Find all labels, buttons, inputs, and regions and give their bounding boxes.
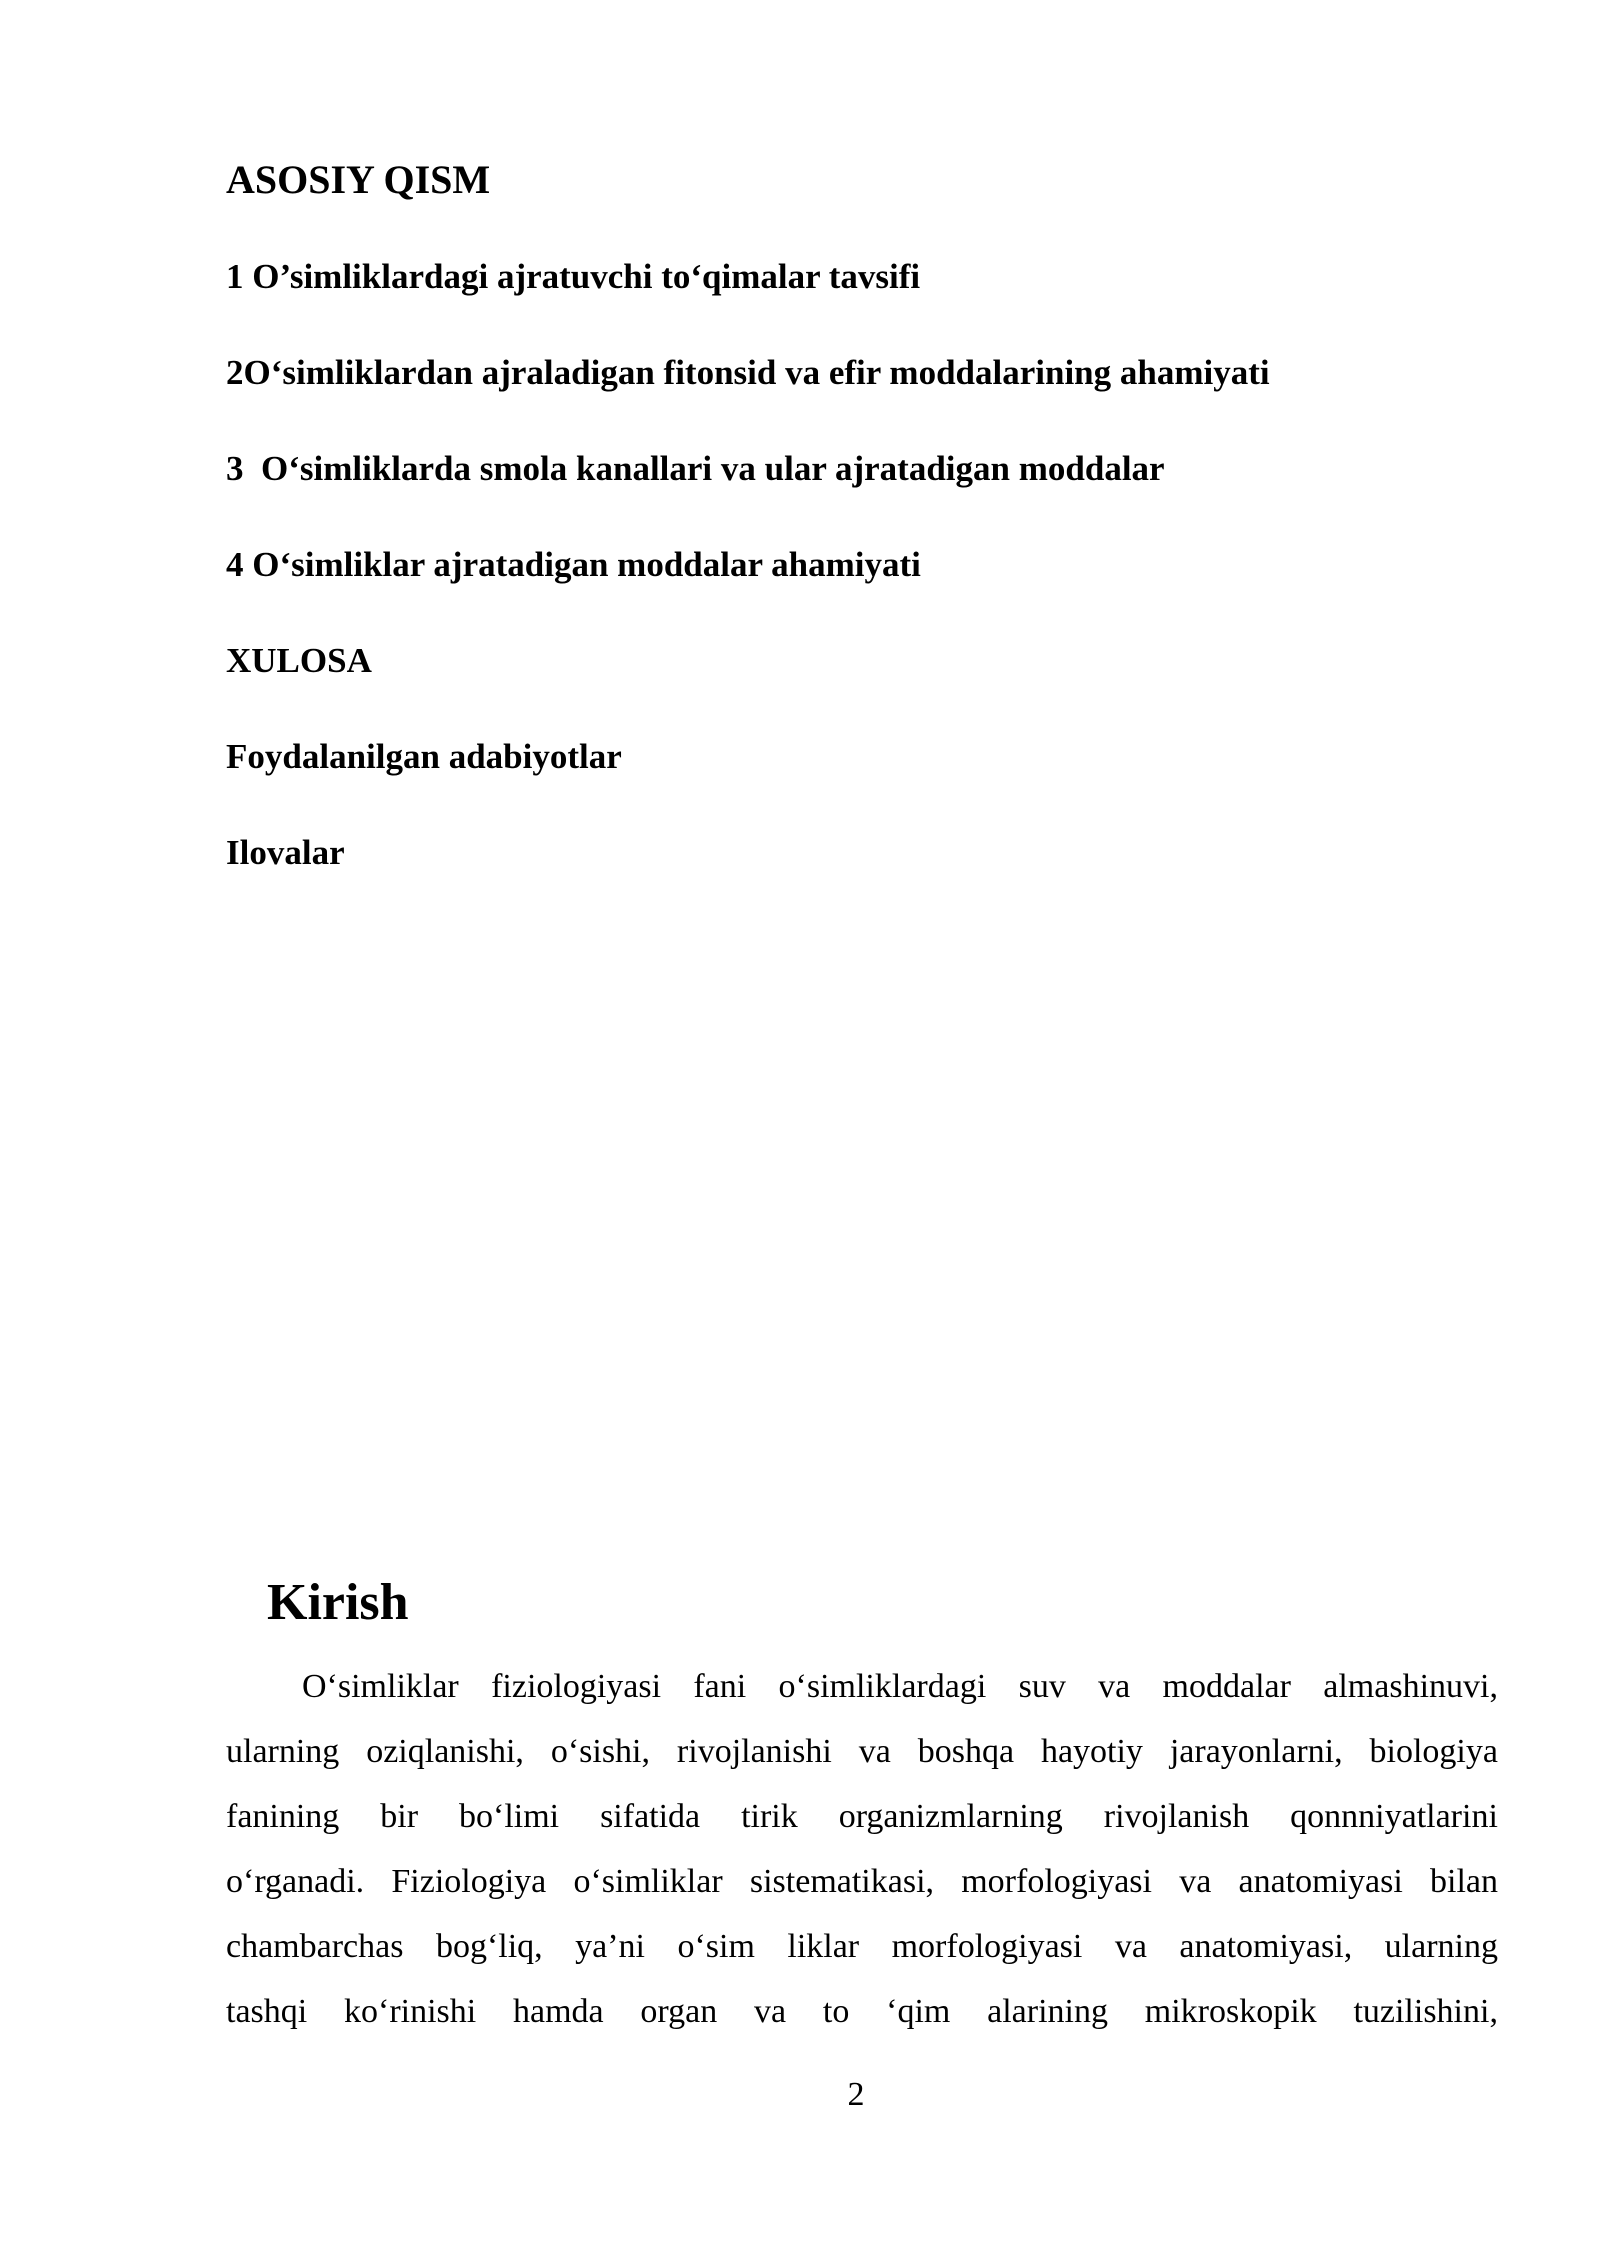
toc-item-4: 4 O‘simliklar ajratadigan moddalar ahamiyati xyxy=(226,545,921,584)
paragraph-line-text xyxy=(226,1719,1498,1784)
paragraph-line-text xyxy=(226,1979,1498,2044)
word: anatomiyasi, xyxy=(1179,1928,1353,1965)
toc-item-conclusion: XULOSA xyxy=(226,641,372,680)
word: fiziologiyasi xyxy=(491,1668,662,1705)
toc-item-2: 2O‘simliklardan ajraladigan fitonsid va efir moddalarining ahamiyati xyxy=(226,353,1270,392)
word: sistematikasi, xyxy=(749,1863,935,1900)
word: Fiziologiya xyxy=(391,1863,547,1900)
word: qonnniyatlarini xyxy=(1290,1798,1498,1835)
word: hamda xyxy=(513,1993,604,2030)
paragraph-line xyxy=(226,1914,1498,1979)
word: chambarchas xyxy=(226,1928,404,1965)
word: ko‘rinishi xyxy=(344,1993,477,2030)
section-title: Kirish xyxy=(267,1574,409,1631)
word: bilan xyxy=(1430,1863,1498,1900)
word: organizmlarning xyxy=(838,1798,1063,1835)
intro-paragraph xyxy=(226,1654,1498,2044)
word: bog‘liq, xyxy=(435,1928,543,1965)
word: ularning xyxy=(226,1733,340,1770)
paragraph-line xyxy=(226,1979,1498,2044)
paragraph-line-text xyxy=(226,1654,1498,1719)
word: fanining xyxy=(226,1798,340,1835)
paragraph-line xyxy=(226,1654,1498,1719)
word: va xyxy=(754,1993,787,2030)
word: to xyxy=(822,1993,850,2030)
word: va xyxy=(1179,1863,1212,1900)
word: morfologiyasi xyxy=(891,1928,1083,1965)
toc-item-1: 1 O’simliklardagi ajratuvchi to‘qimalar tavsifi xyxy=(226,257,921,296)
word: tashqi xyxy=(226,1993,308,2030)
word: o‘rganadi. xyxy=(226,1863,365,1900)
word: hayotiy xyxy=(1040,1733,1143,1770)
word: organ xyxy=(640,1993,718,2030)
word: o‘simliklar xyxy=(573,1863,723,1900)
word: tirik xyxy=(741,1798,798,1835)
toc-heading: ASOSIY QISM xyxy=(226,157,491,202)
paragraph-line-text xyxy=(226,1849,1498,1914)
word: bo‘limi xyxy=(459,1798,560,1835)
toc-item-3: 3 O‘simliklarda smola kanallari va ular ajratadigan moddalar xyxy=(226,449,1165,488)
word: o‘sishi, xyxy=(550,1733,651,1770)
word: boshqa xyxy=(917,1733,1015,1770)
paragraph-line xyxy=(226,1784,1498,1849)
paragraph-line xyxy=(226,1849,1498,1914)
word: va xyxy=(858,1733,891,1770)
word: va xyxy=(1114,1928,1147,1965)
word: jarayonlarni, xyxy=(1169,1733,1343,1770)
word: o‘sim xyxy=(677,1928,755,1965)
word: moddalar xyxy=(1162,1668,1291,1705)
word: ularning xyxy=(1384,1928,1498,1965)
word: morfologiyasi xyxy=(961,1863,1152,1900)
paragraph-line xyxy=(226,1719,1498,1784)
word: biologiya xyxy=(1369,1733,1498,1770)
word: O‘simliklar xyxy=(302,1668,459,1705)
toc-item-appendices: Ilovalar xyxy=(226,833,345,872)
word: o‘simliklardagi xyxy=(778,1668,987,1705)
word: suv xyxy=(1018,1668,1066,1705)
word: rivojlanishi xyxy=(676,1733,832,1770)
paragraph-line-text xyxy=(226,1914,1498,1979)
word: alarining xyxy=(987,1993,1108,2030)
word: bir xyxy=(380,1798,419,1835)
word: va xyxy=(1098,1668,1131,1705)
word: sifatida xyxy=(600,1798,701,1835)
toc-item-references: Foydalanilgan adabiyotlar xyxy=(226,737,622,776)
word: ‘qim xyxy=(886,1993,951,2030)
word: fani xyxy=(693,1668,747,1705)
word: tuzilishini, xyxy=(1353,1993,1498,2030)
word: oziqlanishi, xyxy=(366,1733,524,1770)
word: anatomiyasi xyxy=(1238,1863,1403,1900)
paragraph-line-text xyxy=(226,1784,1498,1849)
word: almashinuvi, xyxy=(1323,1668,1498,1705)
word: liklar xyxy=(787,1928,860,1965)
word: mikroskopik xyxy=(1144,1993,1317,2030)
word: ya’ni xyxy=(575,1928,645,1965)
word: rivojlanish xyxy=(1103,1798,1250,1835)
page-number: 2 xyxy=(847,2076,865,2113)
